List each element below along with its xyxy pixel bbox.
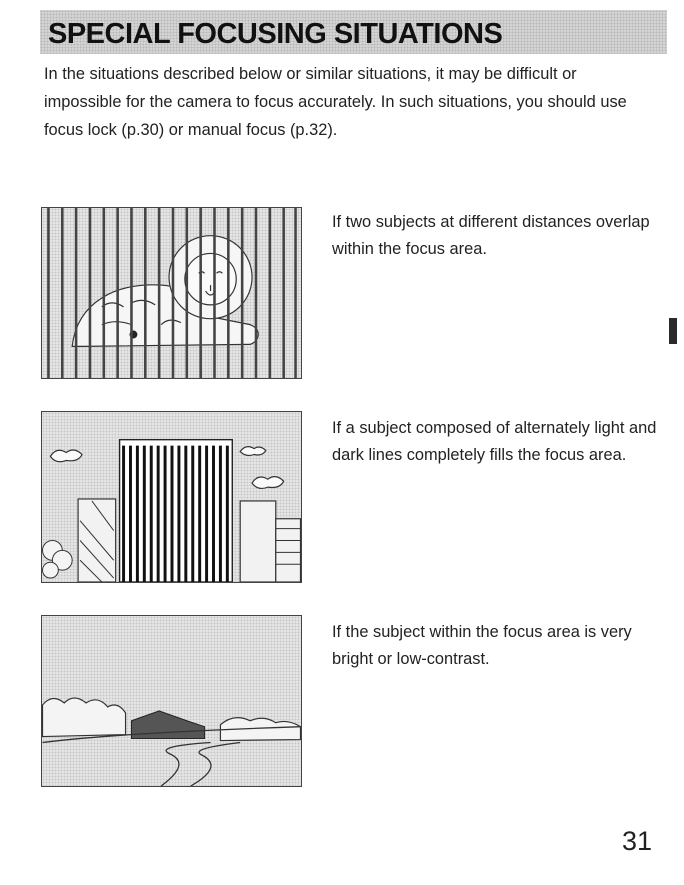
caption-bright-subject: If the subject within the focus area is very bright or low-contrast. bbox=[332, 623, 632, 668]
bright-landscape-icon bbox=[41, 615, 302, 787]
caption-striped-subject: If a subject composed of alternately light and dark lines completely fills the focus area. bbox=[332, 419, 657, 464]
page-title: SPECIAL FOCUSING SITUATIONS bbox=[48, 18, 503, 50]
lion-behind-bars-icon bbox=[41, 207, 302, 379]
striped-building-icon bbox=[41, 411, 302, 583]
caption-two-subjects: If two subjects at different distances overlap within the focus area. bbox=[332, 213, 650, 258]
chapter-edge-tab bbox=[669, 318, 677, 344]
page-number: 31 bbox=[622, 826, 653, 856]
intro-paragraph: In the situations described below or similar situations, it may be difficult or impossible for the camera to focus accurately. In such situations, you should use focus lock (p.30) or manual focus (p.32). bbox=[44, 65, 627, 139]
